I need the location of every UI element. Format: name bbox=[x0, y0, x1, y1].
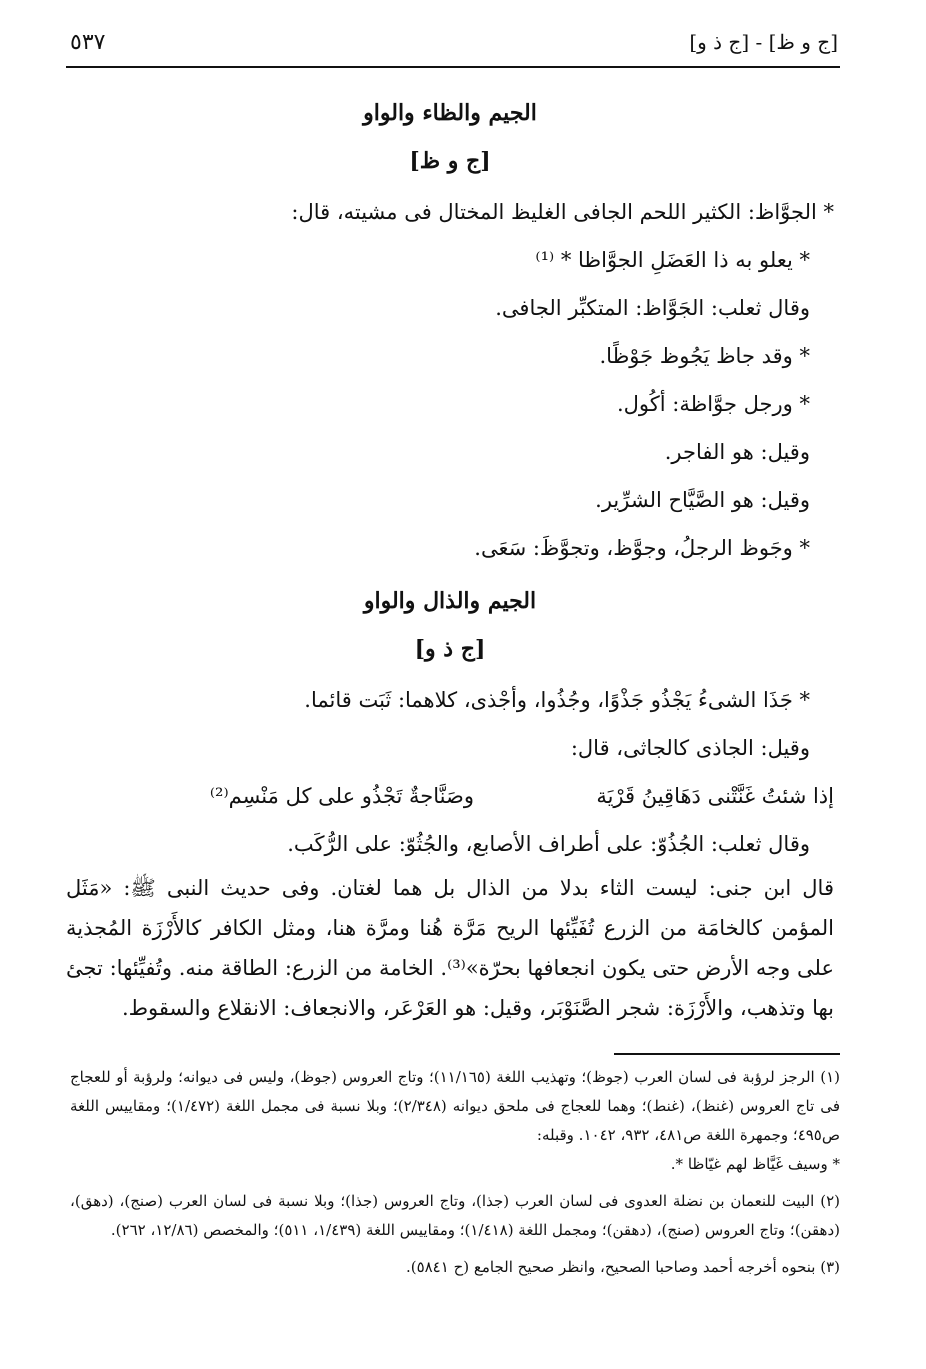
running-header bbox=[70, 30, 838, 62]
footnote-3: (٣) بنحوه أخرجه أحمد وصاحبا الصحيح، وانظر صحيح الجامع (ح ٥٨٤١). bbox=[405, 1258, 840, 1276]
root-heading-j-dh-w: [ج ذ و] bbox=[414, 636, 486, 662]
section-heading-jim-za-waw: الجيم والظاء والواو bbox=[363, 100, 537, 126]
entry-line: * ورجل جوَّاظة: أكُول. bbox=[616, 392, 810, 416]
footnote-1-verse: * وسيف غَيَّاظ لهم غيّاظا *. bbox=[670, 1155, 840, 1173]
root-heading-j-w-z: [ج و ظ] bbox=[409, 148, 491, 174]
header-title: [ج و ظ] - [ج ذ و] bbox=[689, 30, 838, 54]
verse-first-hemistich: إذا شئتُ غَنَّتْنى دَهَاقِينُ قَرْيَة bbox=[596, 784, 834, 808]
entry-line: وقال ثعلب: الجُذُوّ: على أطراف الأصابع، والجُثُوّ: على الرُّكَب. bbox=[287, 832, 810, 856]
commentary-paragraph: قال ابن جنى: ليست الثاء بدلا من الذال بل هما لغتان. وفى حديث النبى ﷺ: «مَثَل المؤمن كالخامَة من الزرع تُفَيِّئها الريح مَرَّة هُنا ومرَّة هنا، ومثل الكافر كالأَرْزَة المُجذية على وجه الأرض حتى يكون انجعافها بحرّة»⁽³⁾. الخامة من الزرع: الطاقة منه. وتُفيِّئها: تجئ بها وتذهب، والأَرْزَة: شجر الصَّنَوْبَر، وقيل: هو العَرْعَر، والانجعاف: الانقلاع والسقوط. bbox=[66, 876, 834, 1020]
footnote-separator bbox=[614, 1053, 840, 1055]
entry-line: وقال ثعلب: الجَوَّاظ: المتكبِّر الجافى. bbox=[495, 296, 810, 320]
entry-line: وقيل: هو الفاجر. bbox=[664, 440, 810, 464]
poetry-verse bbox=[66, 772, 834, 820]
entry-line: وقيل: الجاذى كالجاثى، قال: bbox=[570, 736, 810, 760]
entry-line: * وجَوظ الرجلُ، وجوَّظ، وتجوَّظَ: سَعَى. bbox=[474, 536, 810, 560]
entry-line: * وقد جاظ يَجُوظ جَوْظًا. bbox=[599, 344, 810, 368]
entry-line: * الجوَّاظ: الكثير اللحم الجافى الغليظ المختال فى مشيته، قال: bbox=[291, 200, 834, 224]
footnotes bbox=[70, 1063, 840, 1282]
main-text bbox=[66, 84, 834, 1028]
verse-line: * يعلو به ذا العَضَلِ الجوَّاظا * ⁽¹⁾ bbox=[535, 248, 810, 272]
entry-line: وقيل: هو الصَّيَّاح الشرِّير. bbox=[595, 488, 810, 512]
entry-line: * جَذَا الشىءُ يَجْذُو جَذْوًا، وجُذُوا، وأجْذى، كلاهما: ثَبَت قائما. bbox=[304, 688, 810, 712]
page-number: ٥٣٧ bbox=[70, 30, 106, 55]
header-rule bbox=[66, 66, 840, 68]
footnote-1: (١) الرجز لرؤبة فى لسان العرب (جوظ)؛ وتهذيب اللغة (١١/١٦٥)؛ وتاج العروس (جوظ)، وليس فى ديوانه؛ ولرؤبة أو للعجاج فى تاج العروس (غنظ)، (غنط)؛ وهما للعجاج فى ملحق ديوانه (٢/٣٤٨)؛ وبلا نسبة فى مجمل اللغة (١/٤٧٢)؛ ومقاييس اللغة ص٤٩٥؛ وجمهرة اللغة ص٤٨١، ٩٣٢، ١٠٤٢. وقبله: bbox=[70, 1068, 840, 1144]
section-heading-jim-dhal-waw: الجيم والذال والواو bbox=[363, 588, 537, 614]
verse-second-hemistich: وصَنَّاجةٌ تَجْذُو على كل مَنْسِم⁽²⁾ bbox=[209, 784, 474, 808]
footnote-2: (٢) البيت للنعمان بن نضلة العدوى فى لسان العرب (جذا)، وتاج العروس (جذا)؛ وبلا نسبة فى لسان العرب (صنج)، (دهق)، (دهقن)؛ وتاج العروس (صنج)، (دهقن)؛ ومجمل اللغة (١/٤١٨)؛ ومقاييس اللغة (١/٤٣٩، ٥١١)؛ والمخصص (١٢/٨٦، ٢٦٢). bbox=[70, 1192, 840, 1239]
